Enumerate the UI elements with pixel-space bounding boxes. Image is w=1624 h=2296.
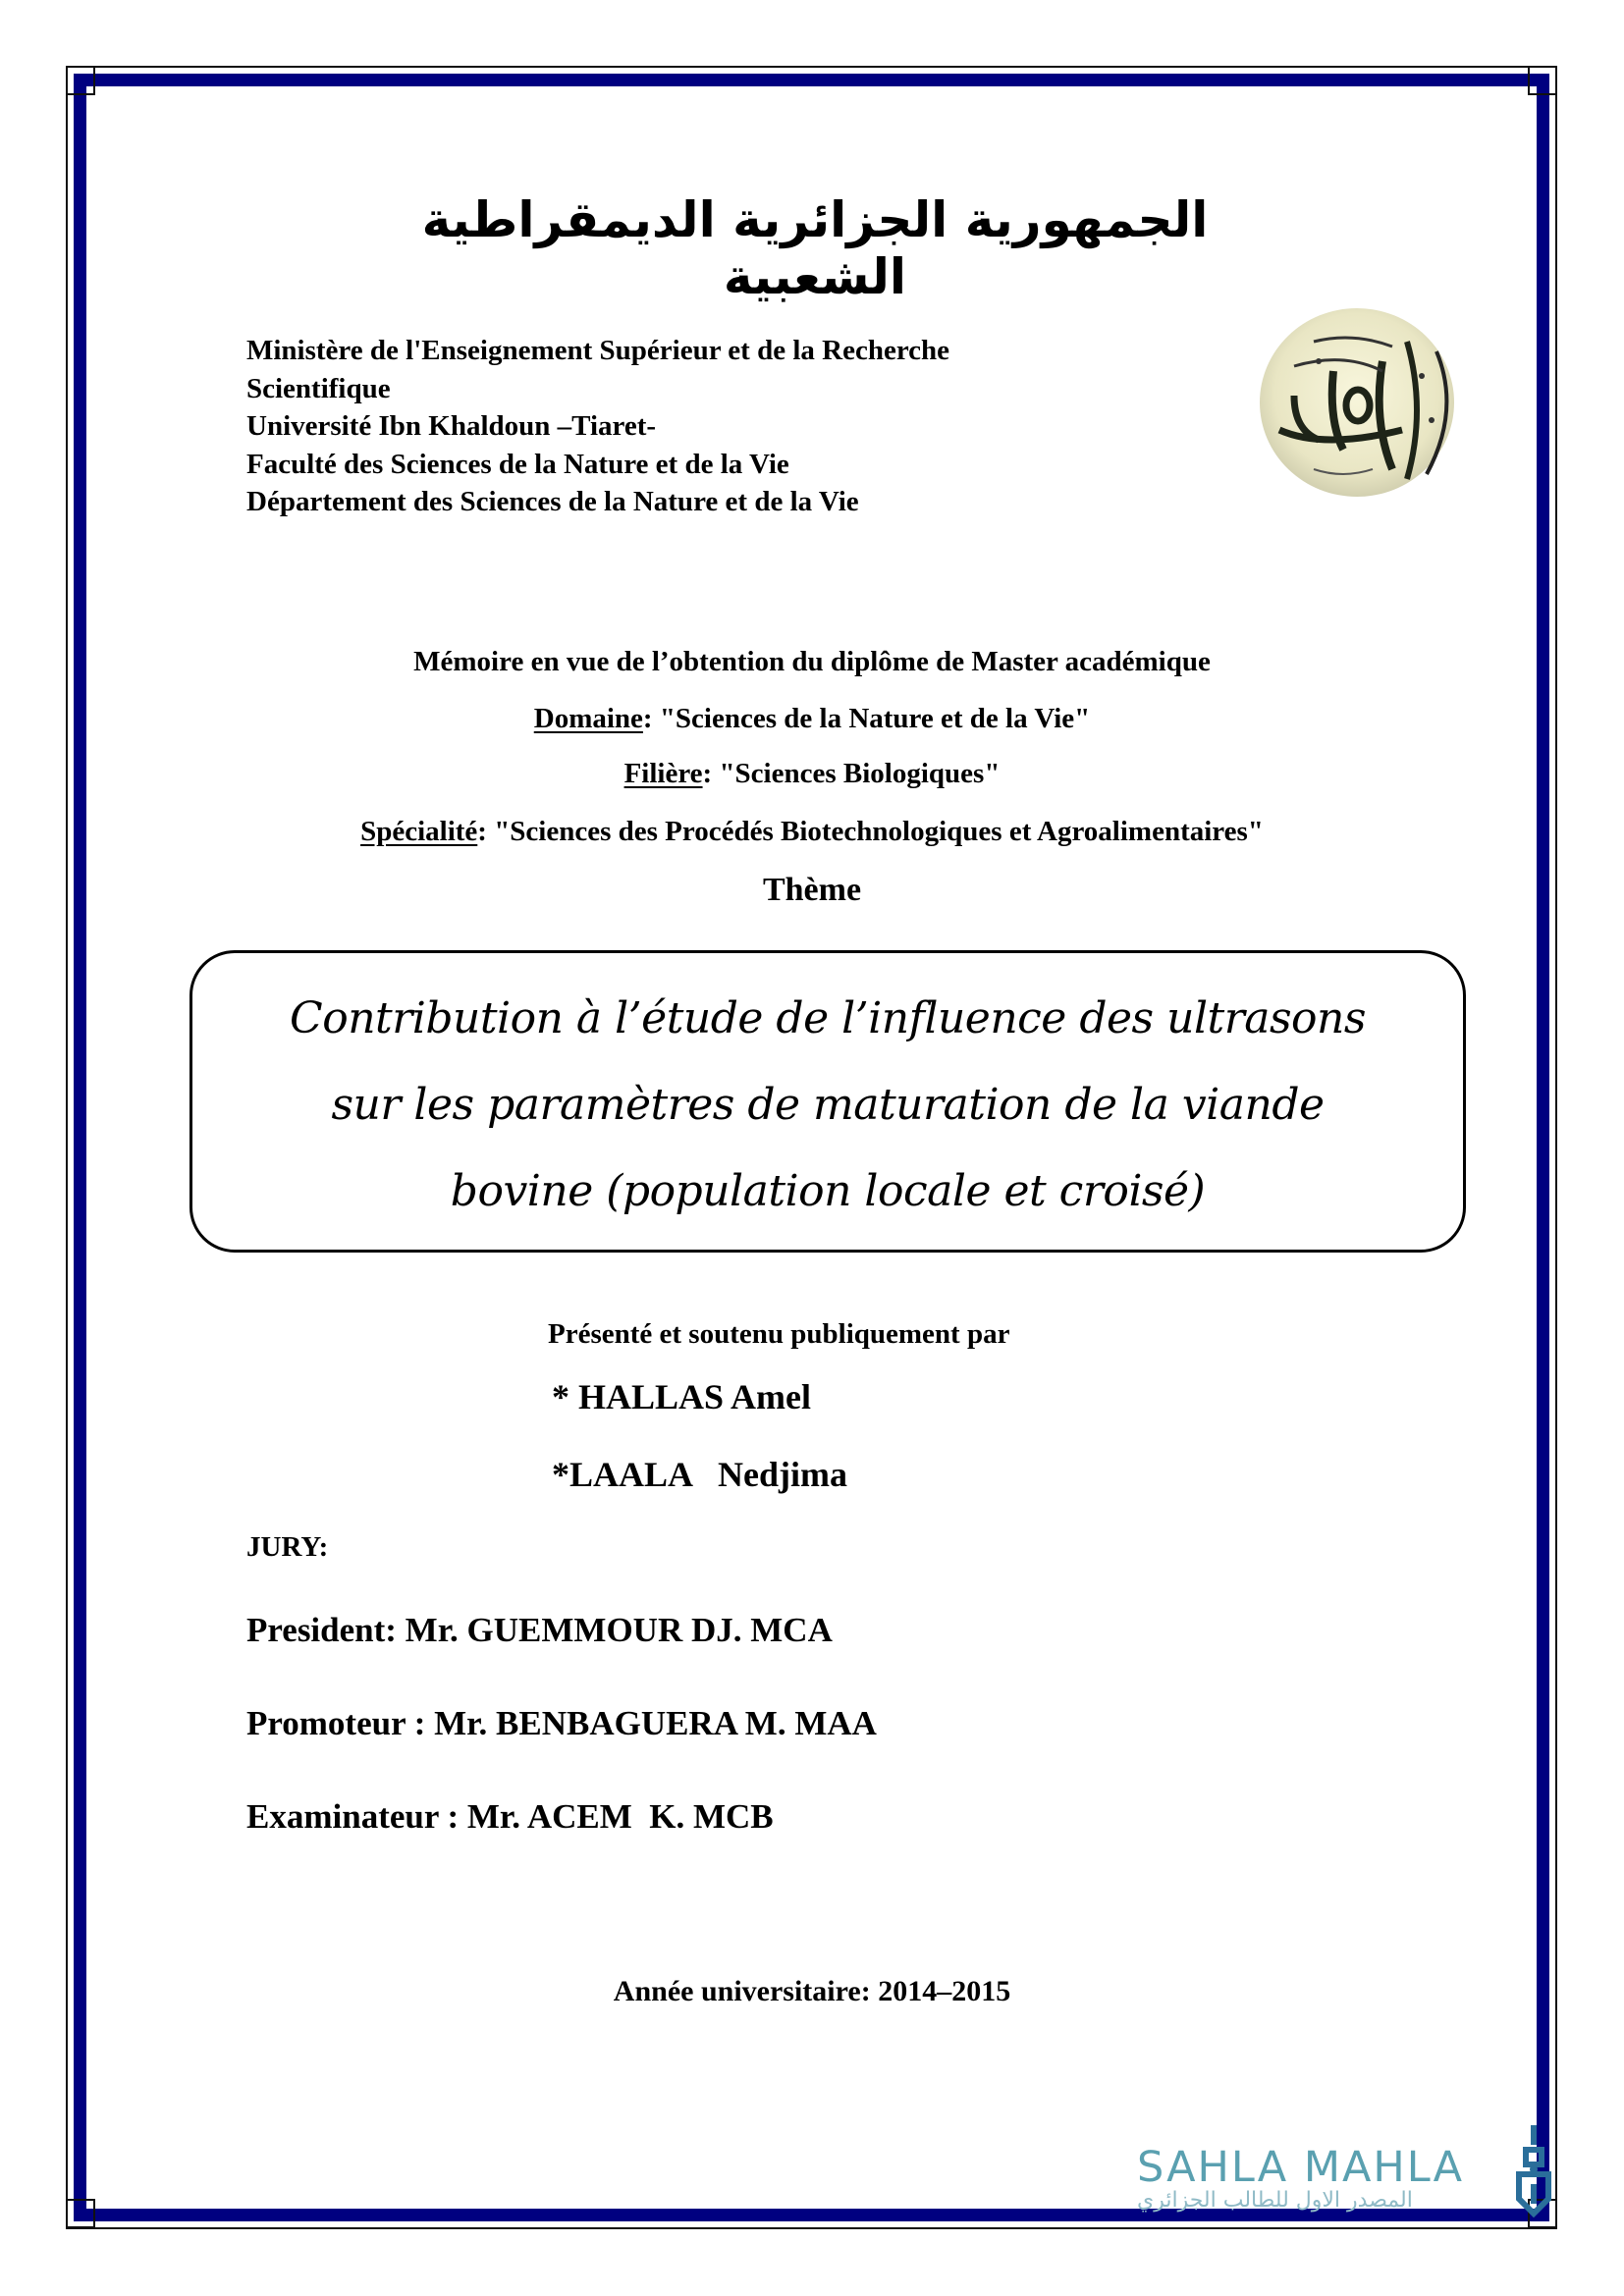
corner-ornament-top-right [1528,66,1557,95]
corner-ornament-bottom-left [66,2199,95,2228]
sahla-mahla-watermark [1137,2143,1549,2212]
faculty-line: Faculté des Sciences de la Nature et de la Vie [246,448,789,480]
jury-examinateur: Examinateur : Mr. ACEM K. MCB [246,1797,774,1836]
jury-promoteur: Promoteur : Mr. BENBAGUERA M. MAA [246,1704,877,1742]
department-line: Département des Sciences de la Nature et de la Vie [246,486,859,517]
corner-ornament-top-left [66,66,95,95]
domaine-label: Domaine [533,703,643,734]
watermark-arabic-text: المصدر الاول للطالب الجزائري [1137,2188,1413,2213]
watermark-latin-text: SAHLA MAHLA [1137,2143,1465,2192]
author-name: *LAALA Nedjima [552,1455,848,1494]
theme-line: bovine (population locale et croisé) [450,1166,1206,1216]
jury-president: President: Mr. GUEMMOUR DJ. MCA [246,1611,833,1649]
university-line: Université Ibn Khaldoun –Tiaret- [246,410,657,442]
institution-block [246,332,949,521]
specialite-line [0,816,1624,848]
filiere-value: : "Sciences Biologiques" [702,758,1001,789]
university-seal-calligraphy-icon [1235,302,1477,499]
jury-label: JURY: [246,1531,329,1563]
theme-label: Thème [762,872,862,908]
domaine-value: : "Sciences de la Nature et de la Vie" [642,703,1091,734]
watermark-calligraphy-emblem-icon [1504,2120,1563,2228]
arabic-republic-title: الجمهورية الجزائرية الديمقراطية الشعبية [421,191,1209,305]
ministry-line: Ministère de l'Enseignement Supérieur et de la Recherche [246,335,950,366]
specialite-value: : "Sciences des Procédés Biotechnologiques et Agroalimentaires" [477,816,1264,847]
presented-by-label: Présenté et soutenu publiquement par [548,1318,1010,1350]
academic-year: Année universitaire: 2014–2015 [613,1975,1011,2007]
specialite-label: Spécialité [360,816,478,847]
filiere-label: Filière [623,758,703,789]
author-name: * HALLAS Amel [552,1377,812,1416]
theme-line: Contribution à l’étude de l’influence des ultrasons [290,993,1366,1043]
filiere-line [0,758,1624,790]
theme-line: sur les paramètres de maturation de la viande [331,1080,1325,1130]
domaine-line [0,703,1624,735]
memoire-line: Mémoire en vue de l’obtention du diplôme de Master académique [413,646,1211,677]
ministry-line-continued: Scientifique [246,372,391,404]
theme-title [189,950,1466,1235]
